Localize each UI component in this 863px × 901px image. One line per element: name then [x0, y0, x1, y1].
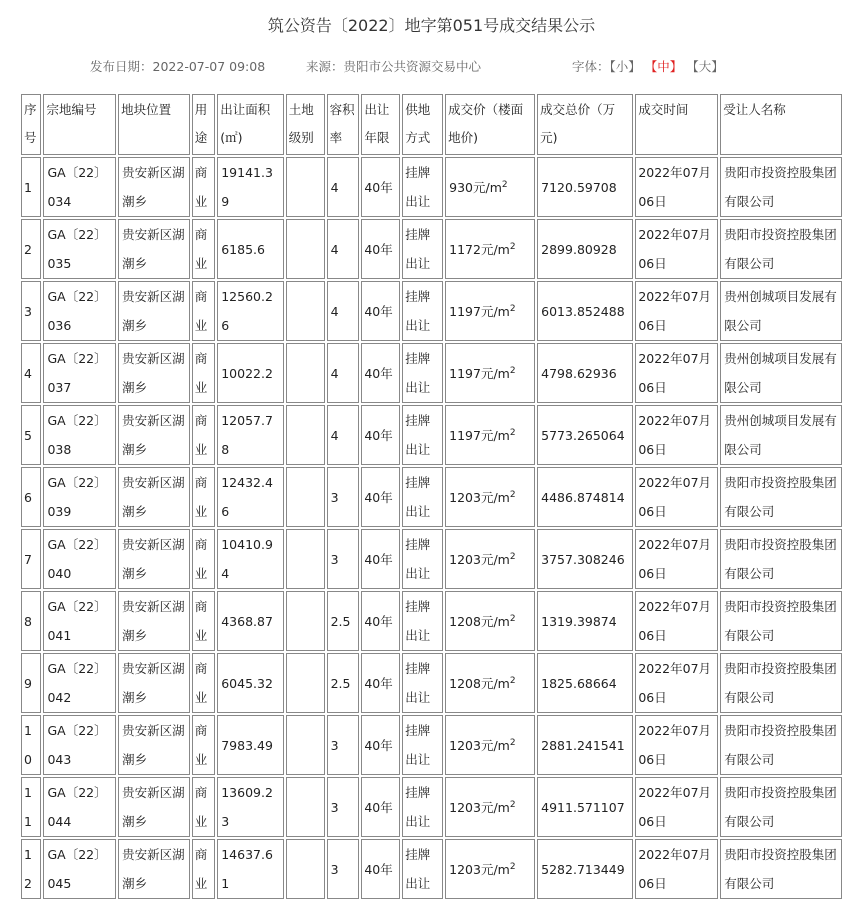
- deal-price-value: 1208: [449, 675, 481, 691]
- land-area: 10410.94: [217, 529, 284, 589]
- land-grade: [286, 715, 325, 775]
- land-area: 14637.61: [217, 839, 284, 899]
- supply-method: 挂牌出让: [402, 467, 443, 527]
- price-unit: 元$/m^2$: [480, 551, 516, 567]
- land-grade: [286, 157, 325, 217]
- header-cell: 成交时间: [635, 94, 718, 155]
- deal-date: 2022年07月06日: [635, 467, 718, 527]
- deal-price-value: 930: [449, 179, 473, 195]
- publish-date: 发布日期：2022-07-07 09:08: [90, 59, 266, 74]
- deal-date: 2022年07月06日: [635, 777, 718, 837]
- land-grade: [286, 653, 325, 713]
- buyer-name: 贵阳市投资控股集团有限公司: [720, 467, 842, 527]
- table-row: [21, 591, 842, 651]
- parcel-location: 贵安新区湖潮乡: [118, 281, 190, 341]
- row-number: 2: [21, 219, 41, 279]
- parcel-code: GA〔22〕043: [43, 715, 116, 775]
- floor-area-ratio: 3: [327, 839, 360, 899]
- deal-price-value: 1197: [449, 303, 481, 319]
- header-cell: 序号: [21, 94, 41, 155]
- price-unit: 元$/m^2$: [480, 241, 516, 257]
- land-area: 12432.46: [217, 467, 284, 527]
- floor-area-ratio: 4: [327, 219, 360, 279]
- table-row: [21, 839, 842, 899]
- land-use: 商业: [192, 839, 216, 899]
- deal-date: 2022年07月06日: [635, 343, 718, 403]
- buyer-name: 贵州创城项目发展有限公司: [720, 343, 842, 403]
- deal-price: [445, 157, 535, 217]
- row-number: 12: [21, 839, 41, 899]
- supply-method: 挂牌出让: [402, 839, 443, 899]
- deal-price-value: 1172: [449, 241, 481, 257]
- supply-method: 挂牌出让: [402, 281, 443, 341]
- deal-date: 2022年07月06日: [635, 219, 718, 279]
- header-cell: 宗地编号: [43, 94, 116, 155]
- deal-price: [445, 281, 535, 341]
- floor-area-ratio: 4: [327, 281, 360, 341]
- floor-area-ratio: 2.5: [327, 653, 360, 713]
- deal-price: [445, 715, 535, 775]
- parcel-code: GA〔22〕035: [43, 219, 116, 279]
- land-area: 10022.2: [217, 343, 284, 403]
- table-row: [21, 157, 842, 217]
- result-table: [19, 92, 844, 901]
- parcel-location: 贵安新区湖潮乡: [118, 219, 190, 279]
- table-row: [21, 715, 842, 775]
- deal-total: 4798.62936: [537, 343, 633, 403]
- table-row: [21, 405, 842, 465]
- row-number: 6: [21, 467, 41, 527]
- table-row: [21, 529, 842, 589]
- lease-years: 40年: [361, 343, 400, 403]
- land-area: 12560.26: [217, 281, 284, 341]
- parcel-location: 贵安新区湖潮乡: [118, 343, 190, 403]
- buyer-name: 贵阳市投资控股集团有限公司: [720, 219, 842, 279]
- parcel-code: GA〔22〕041: [43, 591, 116, 651]
- deal-date: 2022年07月06日: [635, 405, 718, 465]
- deal-date: 2022年07月06日: [635, 715, 718, 775]
- land-grade: [286, 467, 325, 527]
- deal-price-value: 1203: [449, 799, 481, 815]
- land-area: 13609.23: [217, 777, 284, 837]
- parcel-location: 贵安新区湖潮乡: [118, 529, 190, 589]
- header-cell: 出让年限: [361, 94, 400, 155]
- price-unit: 元$/m^2$: [480, 427, 516, 443]
- land-use: 商业: [192, 715, 216, 775]
- lease-years: 40年: [361, 467, 400, 527]
- parcel-location: 贵安新区湖潮乡: [118, 715, 190, 775]
- lease-years: 40年: [361, 281, 400, 341]
- floor-area-ratio: 3: [327, 777, 360, 837]
- land-use: 商业: [192, 777, 216, 837]
- buyer-name: 贵阳市投资控股集团有限公司: [720, 591, 842, 651]
- deal-price-value: 1208: [449, 613, 481, 629]
- parcel-location: 贵安新区湖潮乡: [118, 405, 190, 465]
- land-grade: [286, 219, 325, 279]
- floor-area-ratio: 4: [327, 157, 360, 217]
- row-number: 4: [21, 343, 41, 403]
- deal-price-value: 1197: [449, 427, 481, 443]
- source: 来源：贵阳市公共资源交易中心: [306, 59, 482, 74]
- deal-total: 4486.874814: [537, 467, 633, 527]
- parcel-location: 贵安新区湖潮乡: [118, 653, 190, 713]
- land-grade: [286, 343, 325, 403]
- supply-method: 挂牌出让: [402, 653, 443, 713]
- price-unit: 元$/m^2$: [480, 675, 516, 691]
- parcel-location: 贵安新区湖潮乡: [118, 157, 190, 217]
- parcel-code: GA〔22〕037: [43, 343, 116, 403]
- supply-method: 挂牌出让: [402, 343, 443, 403]
- header-cell: 土地级别: [286, 94, 325, 155]
- supply-method: 挂牌出让: [402, 157, 443, 217]
- deal-total: 2899.80928: [537, 219, 633, 279]
- deal-price: [445, 653, 535, 713]
- land-area: 7983.49: [217, 715, 284, 775]
- parcel-code: GA〔22〕038: [43, 405, 116, 465]
- deal-price: [445, 777, 535, 837]
- deal-price-value: 1197: [449, 365, 481, 381]
- land-area: 6045.32: [217, 653, 284, 713]
- row-number: 9: [21, 653, 41, 713]
- land-area: 6185.6: [217, 219, 284, 279]
- buyer-name: 贵阳市投资控股集团有限公司: [720, 157, 842, 217]
- parcel-code: GA〔22〕039: [43, 467, 116, 527]
- floor-area-ratio: 4: [327, 405, 360, 465]
- deal-price: [445, 467, 535, 527]
- land-use: 商业: [192, 467, 216, 527]
- deal-price: [445, 839, 535, 899]
- table-row: [21, 467, 842, 527]
- deal-date: 2022年07月06日: [635, 839, 718, 899]
- row-number: 1: [21, 157, 41, 217]
- buyer-name: 贵州创城项目发展有限公司: [720, 405, 842, 465]
- deal-total: 7120.59708: [537, 157, 633, 217]
- supply-method: 挂牌出让: [402, 715, 443, 775]
- deal-price-value: 1203: [449, 737, 481, 753]
- deal-price: [445, 529, 535, 589]
- row-number: 11: [21, 777, 41, 837]
- floor-area-ratio: 3: [327, 529, 360, 589]
- deal-date: 2022年07月06日: [635, 529, 718, 589]
- price-unit: 元$/m^2$: [480, 737, 516, 753]
- price-unit: 元$/m^2$: [480, 799, 516, 815]
- lease-years: 40年: [361, 715, 400, 775]
- row-number: 3: [21, 281, 41, 341]
- deal-total: 3757.308246: [537, 529, 633, 589]
- deal-total: 2881.241541: [537, 715, 633, 775]
- deal-date: 2022年07月06日: [635, 157, 718, 217]
- land-grade: [286, 281, 325, 341]
- land-area: 19141.39: [217, 157, 284, 217]
- floor-area-ratio: 4: [327, 343, 360, 403]
- parcel-location: 贵安新区湖潮乡: [118, 591, 190, 651]
- header-cell: 成交价（楼面地价): [445, 94, 535, 155]
- supply-method: 挂牌出让: [402, 591, 443, 651]
- deal-date: 2022年07月06日: [635, 591, 718, 651]
- table-row: [21, 281, 842, 341]
- buyer-name: 贵阳市投资控股集团有限公司: [720, 715, 842, 775]
- supply-method: 挂牌出让: [402, 777, 443, 837]
- parcel-location: 贵安新区湖潮乡: [118, 467, 190, 527]
- supply-method: 挂牌出让: [402, 529, 443, 589]
- deal-date: 2022年07月06日: [635, 281, 718, 341]
- parcel-code: GA〔22〕045: [43, 839, 116, 899]
- price-unit: 元$/m^2$: [480, 489, 516, 505]
- lease-years: 40年: [361, 591, 400, 651]
- font-small-button[interactable]: 【小】: [609, 59, 641, 74]
- deal-total: 1319.39874: [537, 591, 633, 651]
- parcel-location: 贵安新区湖潮乡: [118, 839, 190, 899]
- row-number: 5: [21, 405, 41, 465]
- article-meta: [0, 57, 863, 75]
- table-row: [21, 219, 842, 279]
- font-medium-button[interactable]: 【中】: [644, 59, 683, 74]
- price-unit: 元$/m^2$: [480, 613, 516, 629]
- header-cell: 供地方式: [402, 94, 443, 155]
- land-grade: [286, 839, 325, 899]
- table-row: [21, 653, 842, 713]
- deal-total: 1825.68664: [537, 653, 633, 713]
- land-use: 商业: [192, 653, 216, 713]
- deal-price-value: 1203: [449, 551, 481, 567]
- deal-price: [445, 343, 535, 403]
- deal-total: 5773.265064: [537, 405, 633, 465]
- land-grade: [286, 777, 325, 837]
- lease-years: 40年: [361, 157, 400, 217]
- header-cell: 受让人名称: [720, 94, 842, 155]
- floor-area-ratio: 3: [327, 715, 360, 775]
- parcel-location: 贵安新区湖潮乡: [118, 777, 190, 837]
- row-number: 10: [21, 715, 41, 775]
- parcel-code: GA〔22〕042: [43, 653, 116, 713]
- deal-price-value: 1203: [449, 489, 481, 505]
- deal-price: [445, 219, 535, 279]
- deal-total: 5282.713449: [537, 839, 633, 899]
- land-grade: [286, 591, 325, 651]
- header-cell: 出让面积(㎡): [217, 94, 284, 155]
- lease-years: 40年: [361, 405, 400, 465]
- lease-years: 40年: [361, 529, 400, 589]
- row-number: 8: [21, 591, 41, 651]
- buyer-name: 贵州创城项目发展有限公司: [720, 281, 842, 341]
- buyer-name: 贵阳市投资控股集团有限公司: [720, 839, 842, 899]
- deal-total: 4911.571107: [537, 777, 633, 837]
- deal-total: 6013.852488: [537, 281, 633, 341]
- buyer-name: 贵阳市投资控股集团有限公司: [720, 777, 842, 837]
- land-use: 商业: [192, 405, 216, 465]
- header-cell: 成交总价（万元): [537, 94, 633, 155]
- page-title: 筑公资告〔2022〕地字第051号成交结果公示: [267, 16, 596, 35]
- land-grade: [286, 529, 325, 589]
- price-unit: 元$/m^2$: [472, 179, 508, 195]
- parcel-code: GA〔22〕036: [43, 281, 116, 341]
- price-unit: 元$/m^2$: [480, 861, 516, 877]
- table-header-row: [21, 94, 842, 155]
- deal-date: 2022年07月06日: [635, 653, 718, 713]
- parcel-code: GA〔22〕034: [43, 157, 116, 217]
- table-row: [21, 343, 842, 403]
- parcel-code: GA〔22〕040: [43, 529, 116, 589]
- row-number: 7: [21, 529, 41, 589]
- land-use: 商业: [192, 281, 216, 341]
- deal-price: [445, 591, 535, 651]
- land-area: 4368.87: [217, 591, 284, 651]
- lease-years: 40年: [361, 219, 400, 279]
- floor-area-ratio: 2.5: [327, 591, 360, 651]
- supply-method: 挂牌出让: [402, 405, 443, 465]
- land-use: 商业: [192, 219, 216, 279]
- header-cell: 地块位置: [118, 94, 190, 155]
- floor-area-ratio: 3: [327, 467, 360, 527]
- header-cell: 容积率: [327, 94, 360, 155]
- lease-years: 40年: [361, 839, 400, 899]
- table-row: [21, 777, 842, 837]
- deal-price-value: 1203: [449, 861, 481, 877]
- font-size-label: 字体：: [572, 59, 610, 74]
- supply-method: 挂牌出让: [402, 219, 443, 279]
- price-unit: 元$/m^2$: [480, 303, 516, 319]
- land-use: 商业: [192, 343, 216, 403]
- font-size-switcher: [572, 57, 724, 75]
- price-unit: 元$/m^2$: [480, 365, 516, 381]
- lease-years: 40年: [361, 653, 400, 713]
- land-use: 商业: [192, 157, 216, 217]
- font-large-button[interactable]: 【大】: [686, 59, 724, 74]
- header-cell: 用途: [192, 94, 216, 155]
- parcel-code: GA〔22〕044: [43, 777, 116, 837]
- land-area: 12057.78: [217, 405, 284, 465]
- deal-price: [445, 405, 535, 465]
- buyer-name: 贵阳市投资控股集团有限公司: [720, 529, 842, 589]
- buyer-name: 贵阳市投资控股集团有限公司: [720, 653, 842, 713]
- land-use: 商业: [192, 591, 216, 651]
- land-use: 商业: [192, 529, 216, 589]
- lease-years: 40年: [361, 777, 400, 837]
- land-grade: [286, 405, 325, 465]
